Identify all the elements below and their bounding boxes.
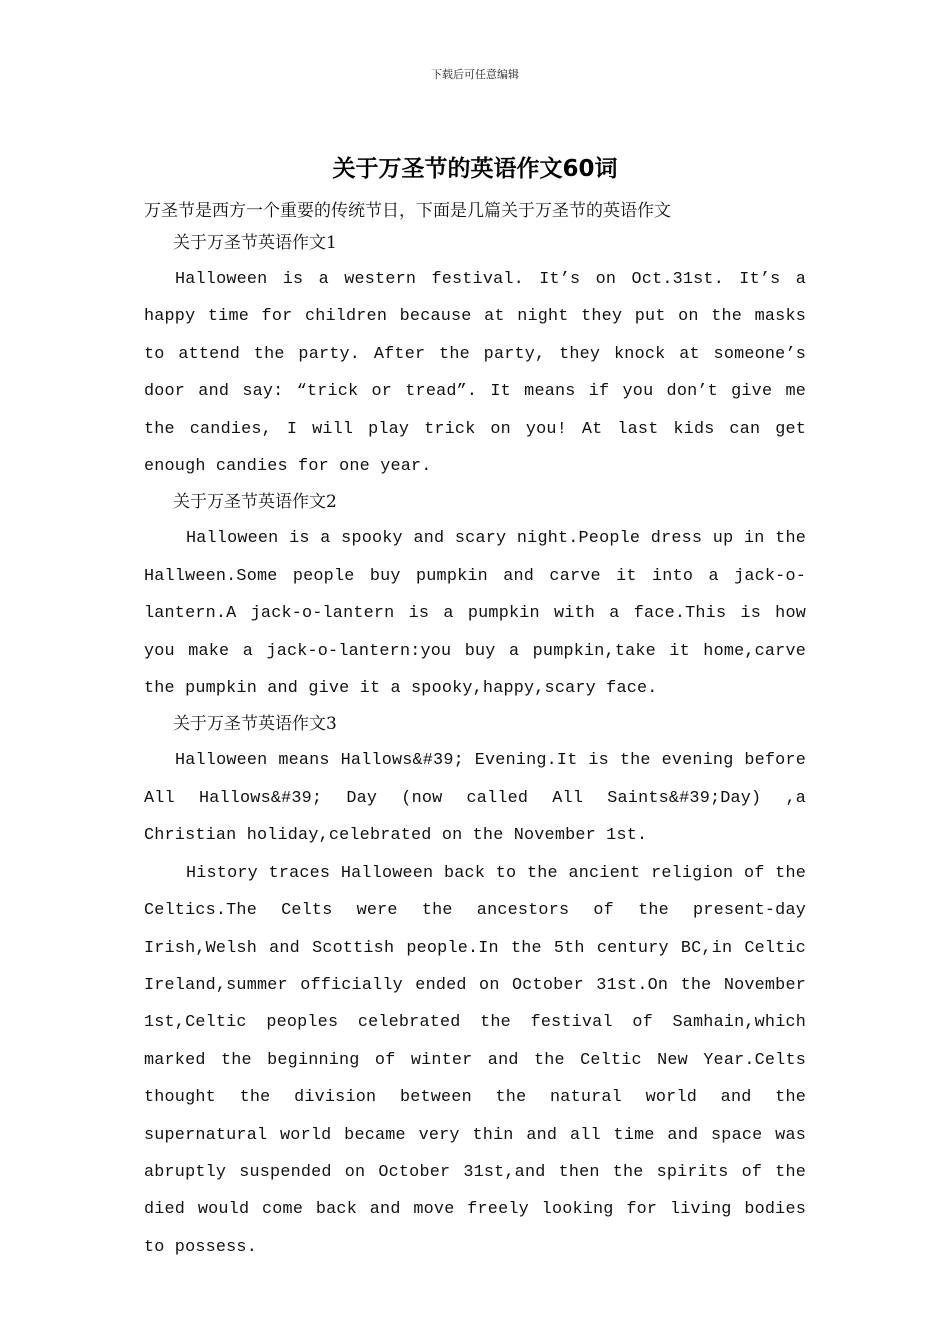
header-note: 下载后可任意编辑 [431,68,519,81]
section-heading-1: 关于万圣节英语作文1 [173,233,337,253]
intro-text: 万圣节是西方一个重要的传统节日，下面是几篇关于万圣节的英语作文 [144,201,671,221]
essay-2-paragraph: Halloween is a spooky and scary night.People dress up in the Hallween.Some people buy pumpkin and carve it into a jack-o-lantern.A jack-o-lantern is a pumpkin with a face.This is how you make a jack-o-lantern:you buy a pumpkin,take it home,carve the pumpkin and give it a spooky,happy,scary face. [144,529,806,699]
document-body [144,196,806,1266]
essay-1-paragraph: Halloween is a western festival. It’s on Oct.31st. It’s a happy time for children because at night they put on the masks to attend the party. After the party, they knock at someone’s door and say: “trick or tread”. It means if you don’t give me the candies, I will play trick on you! At last kids can get enough candies for one year. [144,270,806,477]
section-heading-3: 关于万圣节英语作文3 [173,714,337,735]
document-title: 关于万圣节的英语作文60词 [332,156,618,182]
section-heading-2: 关于万圣节英语作文2 [173,492,337,513]
essay-3-paragraph-1: Halloween means Hallows&#39; Evening.It is the evening before All Hallows&#39; Day (now called All Saints&#39;Day) ,a Christian holiday,celebrated on the November 1st. [144,751,806,846]
essay-3-paragraph-2: History traces Halloween back to the ancient religion of the Celtics.The Celts were the ancestors of the present-day Irish,Welsh and Scottish people.In the 5th century BC,in Celtic Ireland,summer officially ended on October 31st.On the November 1st,Celtic peoples celebrated the festival of Samhain,which marked the beginning of winter and the Celtic New Year.Celts thought the division between the natural world and the supernatural world became very thin and all time and space was abruptly suspended on October 31st,and then the spirits of the died would come back and move freely looking for living bodies to possess. [144,863,806,1257]
